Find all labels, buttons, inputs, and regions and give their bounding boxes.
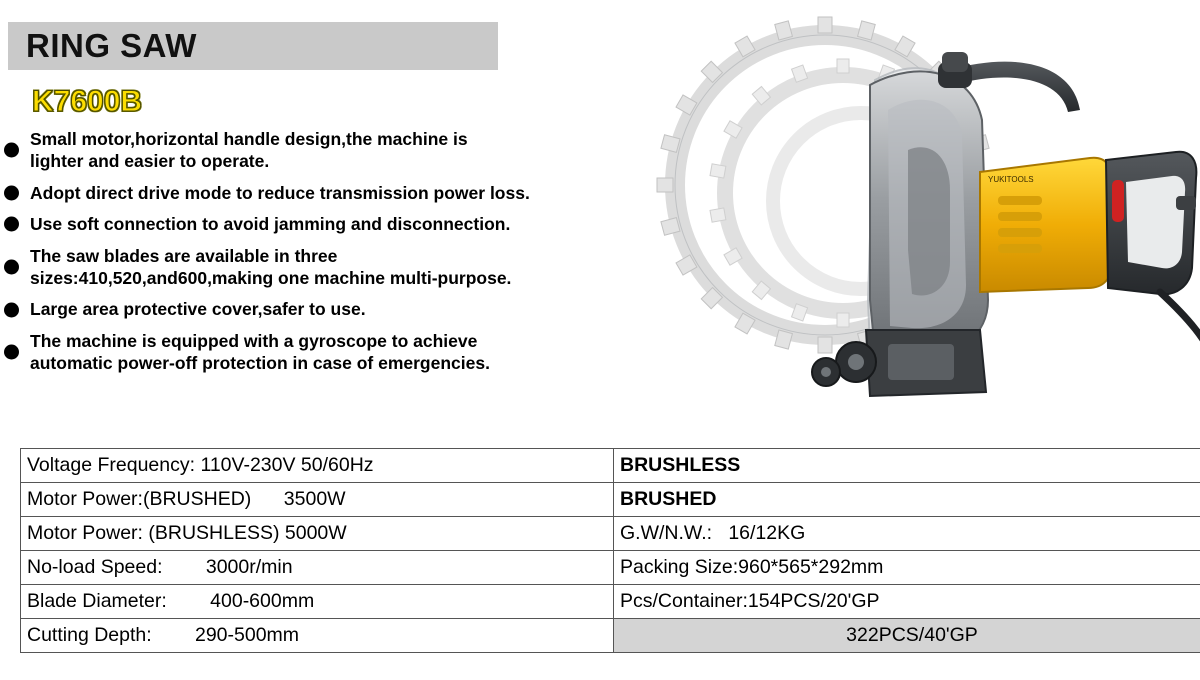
model-code: K7600B (32, 85, 143, 118)
table-row (21, 551, 1200, 585)
list-item (0, 182, 700, 204)
brand-label: YUKITOOLS (988, 175, 1034, 184)
spec-cell-left: Motor Power: (BRUSHLESS) 5000W (21, 517, 614, 551)
motor-housing (980, 158, 1112, 292)
title-banner (8, 22, 498, 70)
table-row (21, 483, 1200, 517)
spec-cell-right: BRUSHLESS (614, 449, 1200, 483)
feature-list (0, 128, 700, 384)
spec-cell-right: Packing Size:960*565*292mm (614, 551, 1200, 585)
bullet-icon (4, 259, 19, 274)
spec-cell-left: Cutting Depth: 290-500mm (21, 619, 614, 653)
table-row (21, 517, 1200, 551)
bullet-icon (4, 217, 19, 232)
bullet-icon (4, 185, 19, 200)
spec-cell-right: BRUSHED (614, 483, 1200, 517)
feature-line: Small motor,horizontal handle design,the machine is (30, 129, 468, 149)
spec-table (20, 448, 1200, 653)
spec-cell-right: Pcs/Container:154PCS/20'GP (614, 585, 1200, 619)
table-row (21, 585, 1200, 619)
feature-line: sizes:410,520,and600,making one machine multi-purpose. (30, 267, 512, 288)
bullet-icon (4, 143, 19, 158)
spec-cell-right: G.W/N.W.: 16/12KG (614, 517, 1200, 551)
bullet-icon (4, 302, 19, 317)
page-title: RING SAW (26, 27, 197, 64)
feature-line: lighter and easier to operate. (30, 151, 270, 172)
spec-cell-left: Voltage Frequency: 110V-230V 50/60Hz (21, 449, 614, 483)
feature-line: The machine is equipped with a gyroscope to achieve (30, 330, 478, 351)
feature-line: automatic power-off protection in case of emergencies. (30, 353, 490, 374)
saw-body (870, 71, 988, 354)
list-item (0, 213, 700, 235)
product-image (620, 0, 1200, 450)
list-item (0, 128, 700, 173)
list-item (0, 330, 700, 375)
feature-line: Adopt direct drive mode to reduce transmission power loss. (30, 182, 530, 203)
feature-line: The saw blades are available in three (30, 245, 338, 266)
list-item (0, 245, 700, 290)
feature-line: Use soft connection to avoid jamming and disconnection. (30, 214, 511, 235)
spec-cell-left: No-load Speed: 3000r/min (21, 551, 614, 585)
bullet-icon (4, 345, 19, 360)
spec-cell-left: Motor Power:(BRUSHED) 3500W (21, 483, 614, 517)
feature-line: Large area protective cover,safer to use. (30, 299, 366, 320)
table-row (21, 619, 1200, 653)
table-row (21, 449, 1200, 483)
spec-cell-right: 322PCS/40'GP (614, 619, 1200, 653)
list-item (0, 298, 700, 320)
spec-cell-left: Blade Diameter: 400-600mm (21, 585, 614, 619)
rear-handle (1106, 152, 1200, 372)
